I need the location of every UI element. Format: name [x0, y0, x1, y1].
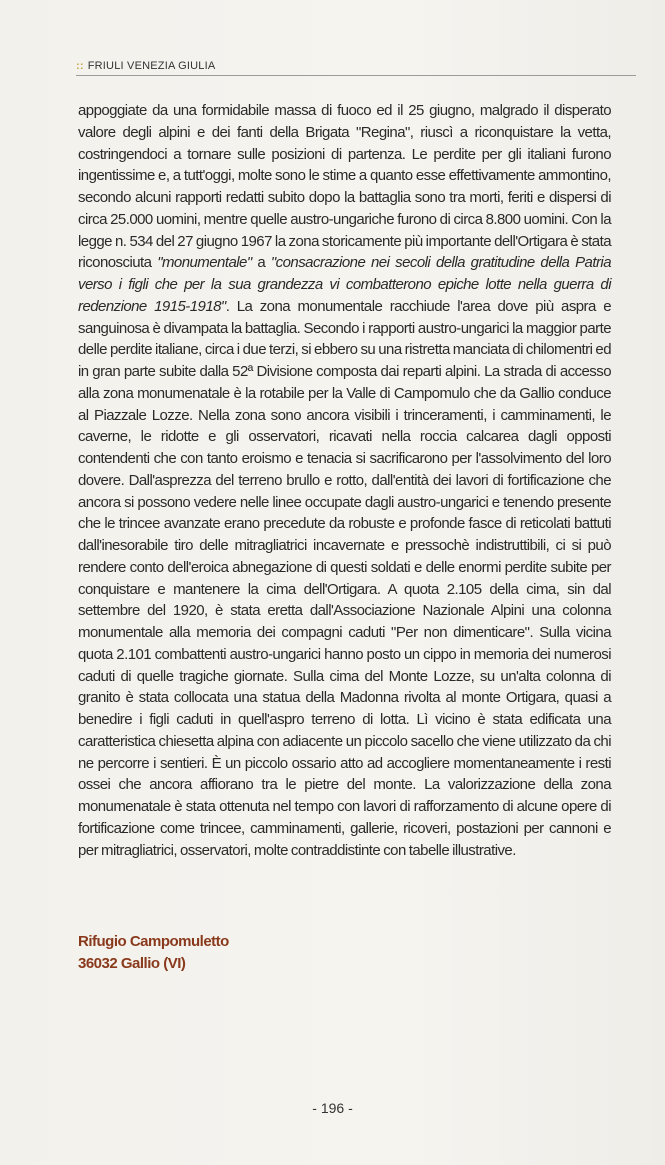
- section-marker-icon: ::: [76, 60, 84, 72]
- body-paragraph: [78, 100, 611, 861]
- italic-quote-monumentale: "monumentale": [157, 254, 252, 272]
- body-text-part-1: appoggiate da una formidabile massa di fuoco ed il 25 giugno, malgrado il disperato valore degli alpini e dei fanti della Brigata "Regina", riuscì a riconquistare la vetta, costringendoci a tornare sulle posizioni di partenza. Le perdite per gli italiani furono ingentissime e, a tutt'oggi, molte sono le stime a quanto esse effettivamente ammontino, secondo alcuni rapporti redatti subito dopo la battaglia sono tra morti, feriti e dispersi di circa 25.000 uomini, mentre quelle austro-ungariche furono di circa 8.800 uomini. Con la legge n. 534 del 27 giugno 1967 la zona storicamente più importante dell'Ortigara è stata riconosciuta: [78, 102, 611, 272]
- body-text-part-2: a: [251, 254, 271, 272]
- refuge-address: [78, 931, 229, 975]
- header-divider: [76, 75, 636, 76]
- running-header: [76, 60, 215, 72]
- italic-quote-consacrazione: "consacrazione nei secoli della gratitudine della Patria verso i figli che per la sua grandezza vi combatterono epiche lotte nella guerra di redenzione 1915-1918": [78, 254, 611, 315]
- section-title: FRIULI VENEZIA GIULIA: [87, 60, 216, 72]
- page-number: - 196 -: [312, 1100, 353, 1116]
- body-text-part-3: . La zona monumentale racchiude l'area dove più aspra e sanguinosa è divampata la battaglia. Secondo i rapporti austro-ungarici la maggior parte delle perdite italiane, circa i due terzi, si ebbero su una ristretta manciata di chilomentri ed in gran parte subite dalla 52ª Divisione composta dai reparti alpini. La strada di accesso alla zona monumenatale è la rotabile per la Valle di Campomulo che da Gallio conduce al Piazzale Lozze. Nella zona sono ancora visibili i trinceramenti, i camminamenti, le caverne, le ridotte e gli osservatori, ricavati nella roccia calcarea dagli opposti contendenti che con tanto eroismo e tenacia si sacrificarono per l'assolvimento del loro dovere. Dall'asprezza del terreno brullo e rotto, dall'entità dei lavori di fortificazione che ancora si possono vedere nelle linee occupate dagli austro-ungarici e tenendo presente che le trincee avanzate erano precedute da robuste e profonde fasce di reticolati battuti dall'inesorabile tiro delle mitragliatrici incavernate e pressochè indistruttibili, ci si può rendere conto dell'eroica abnegazione di questi soldati e delle enormi perdite subite per conquistare e mantenere la cima dell'Ortigara. A quota 2.105 della cima, sin dal settembre del 1920, è stata eretta dall'Associazione Nazionale Alpini una colonna monumentale alla memoria dei compagni caduti "Per non dimenticare". Sulla vicina quota 2.101 combattenti austro-ungarici hanno posto un cippo in memoria dei numerosi caduti di quelle tragiche giornate. Sulla cima del Monte Lozze, su un'alta colonna di granito è stata collocata una statua della Madonna rivolta al monte Ortigara, quasi a benedire i figli caduti in quell'aspro terreno di lotta. Lì vicino è stata edificata una caratteristica chiesetta alpina con adiacente un piccolo sacello che viene utilizzato da chi ne percorre i sentieri. È un piccolo ossario atto ad accogliere momentaneamente i resti ossei che ancora affiorano tra le pietre del monte. La valorizzazione della zona monumenatale è stata ottenuta nel tempo con lavori di rafforzamento di alcune opere di fortificazione come trincee, camminamenti, gallerie, ricoveri, postazioni per cannoni e per mitragliatrici, osservatori, molte contraddistinte con tabelle illustrative.: [78, 297, 611, 859]
- refuge-name: Rifugio Campomuletto: [78, 933, 229, 950]
- refuge-postal-line: 36032 Gallio (VI): [78, 955, 186, 972]
